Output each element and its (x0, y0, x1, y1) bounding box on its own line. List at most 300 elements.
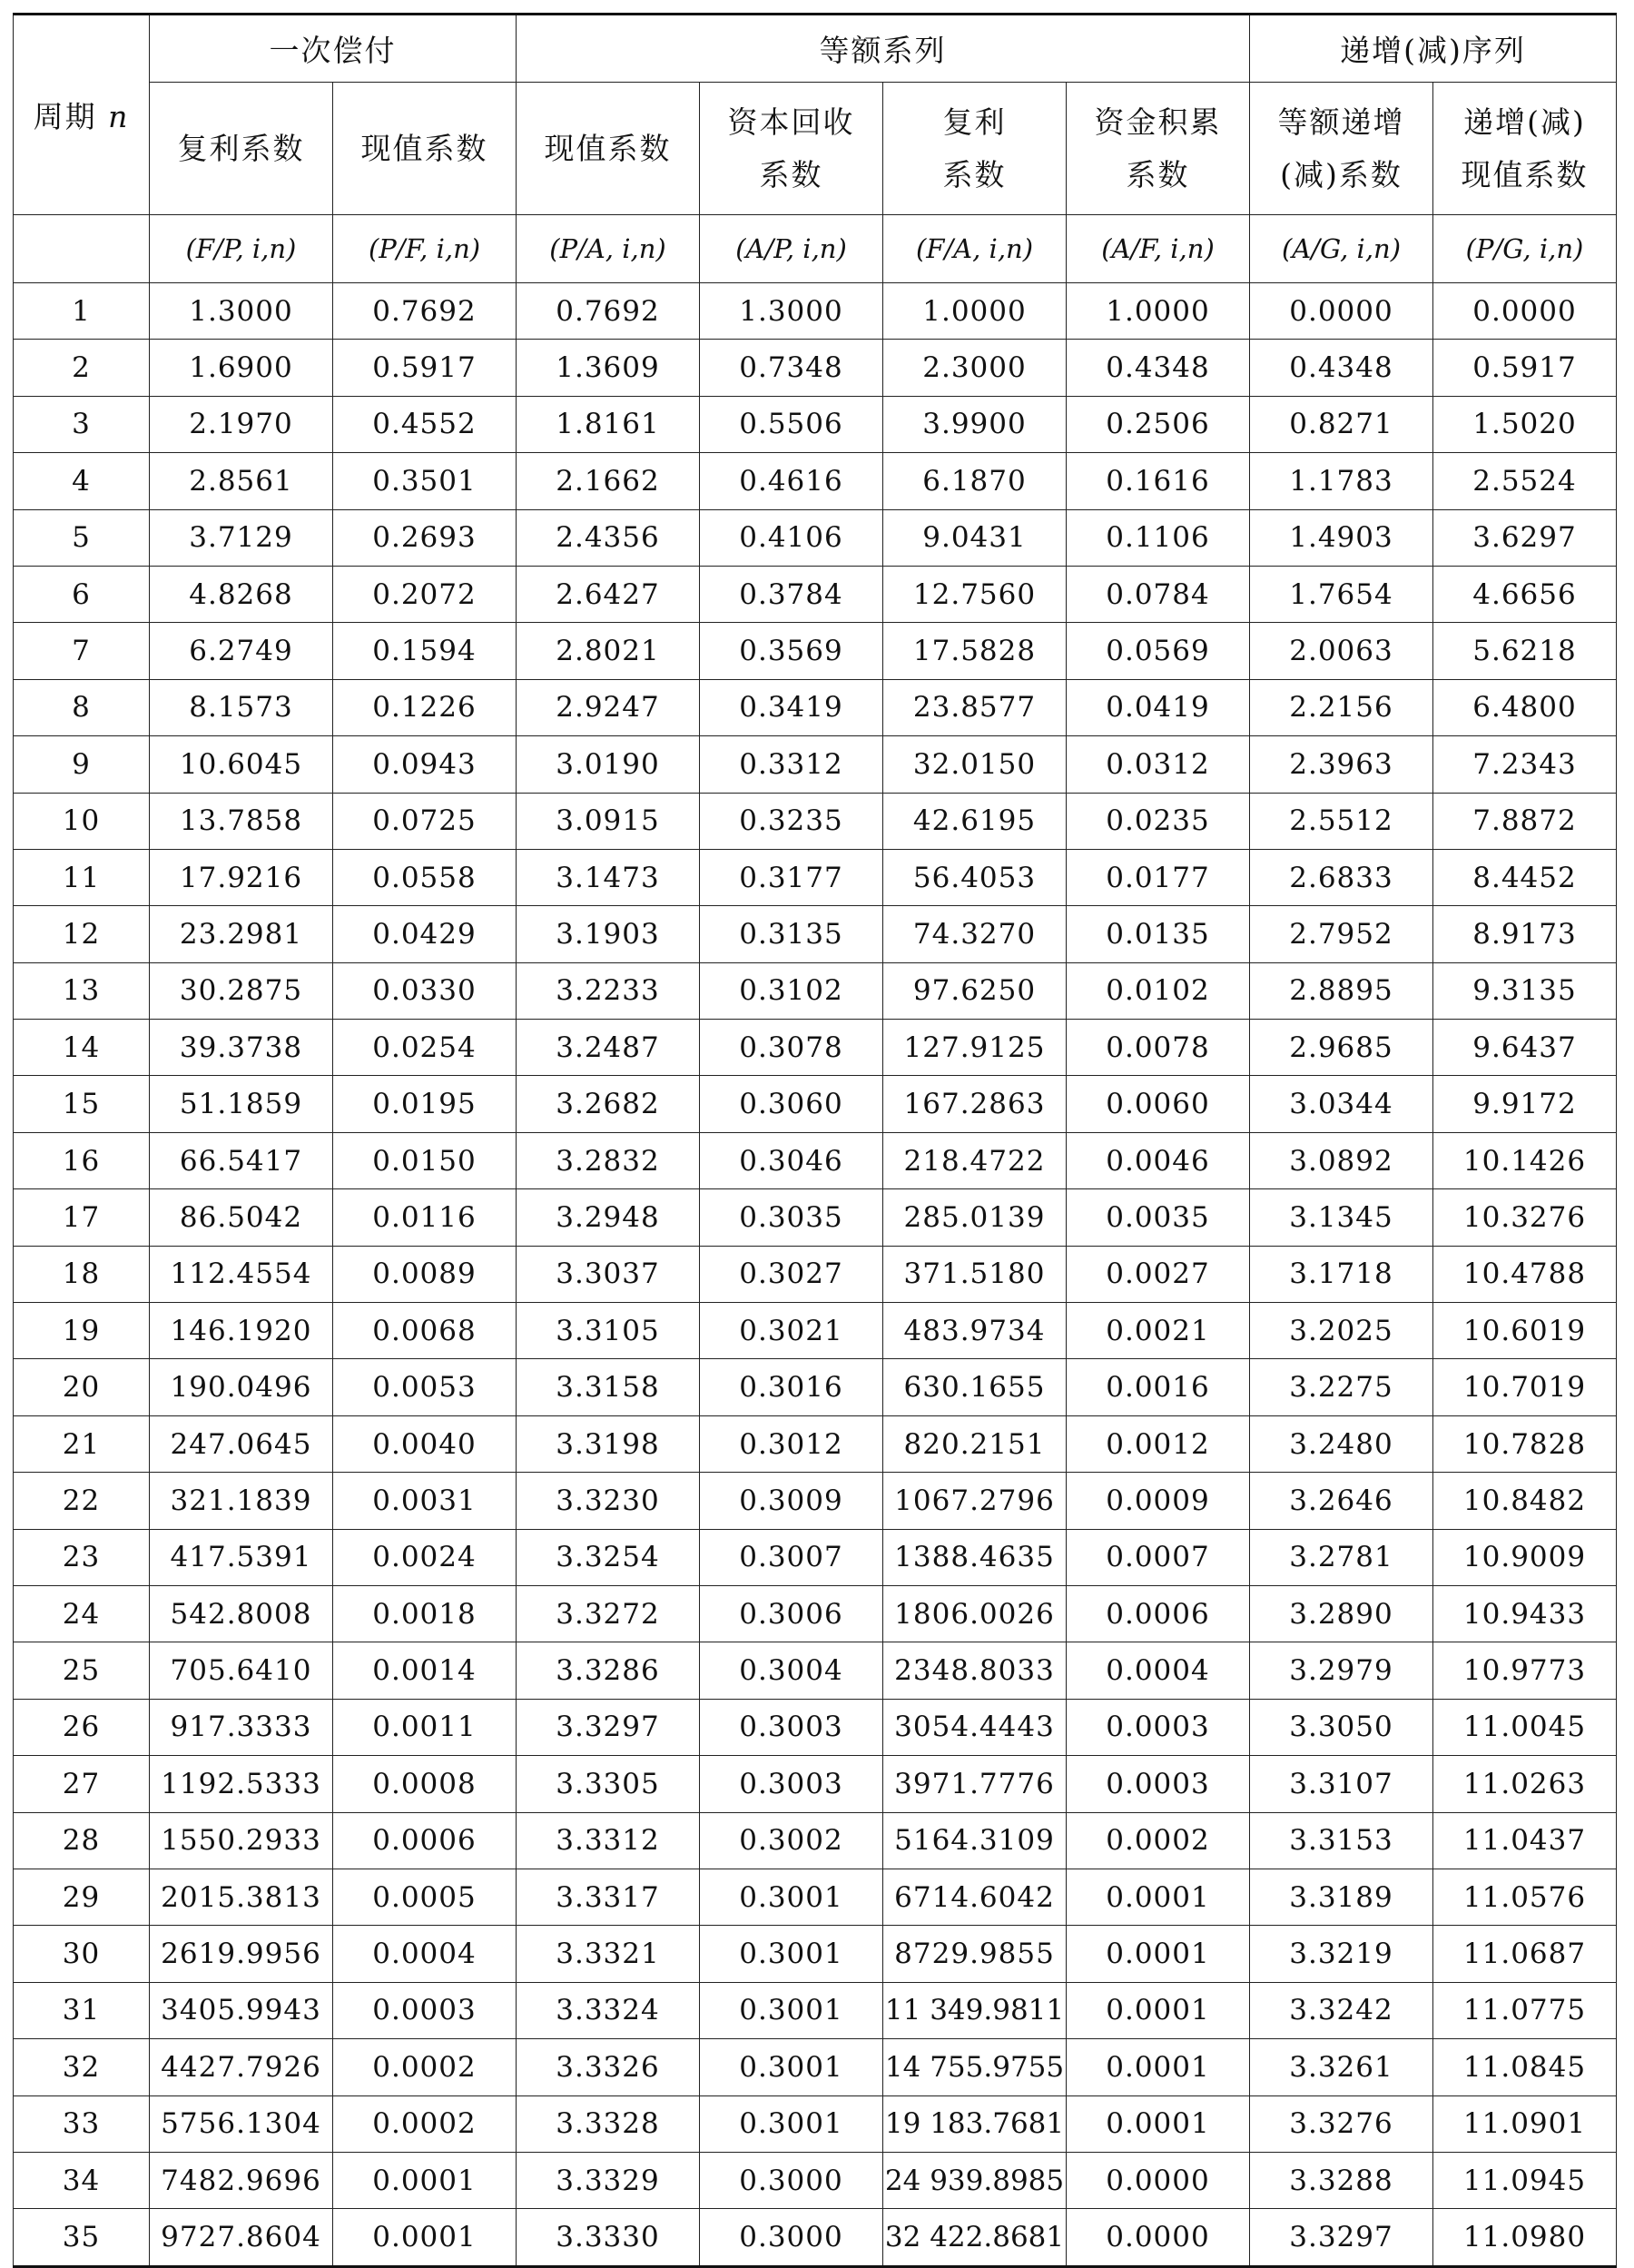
period-cell: 10 (14, 793, 150, 849)
factor-cell: 5756.1304 (150, 2095, 333, 2152)
factor-cell: 1067.2796 (883, 1473, 1067, 1529)
factor-cell: 3971.7776 (883, 1756, 1067, 1812)
factor-cell: 705.6410 (150, 1642, 333, 1699)
factor-cell: 0.5506 (700, 396, 883, 452)
period-cell: 1 (14, 283, 150, 340)
factor-cell: 0.4106 (700, 509, 883, 566)
table-row (14, 396, 1617, 452)
factor-cell: 0.3501 (333, 453, 517, 509)
column-notation: (P/A, i,n) (517, 215, 700, 283)
factor-cell: 483.9734 (883, 1303, 1067, 1359)
factor-cell: 2.5524 (1433, 453, 1617, 509)
factor-cell: 8.4452 (1433, 849, 1617, 905)
table-row (14, 1756, 1617, 1812)
table-row (14, 1415, 1617, 1472)
factor-cell: 3405.9943 (150, 1982, 333, 2038)
factor-cell: 9.3135 (1433, 962, 1617, 1019)
factor-cell: 0.0068 (333, 1303, 517, 1359)
factor-cell: 0.0009 (1067, 1473, 1250, 1529)
factor-cell: 3.7129 (150, 509, 333, 566)
factor-cell: 3.3158 (517, 1359, 700, 1415)
period-cell: 28 (14, 1812, 150, 1869)
factor-cell: 3.3276 (1250, 2095, 1433, 2152)
factor-cell: 0.0135 (1067, 906, 1250, 962)
table-row (14, 453, 1617, 509)
factor-cell: 19 183.7681 (883, 2095, 1067, 2152)
factor-cell: 0.0102 (1067, 962, 1250, 1019)
factor-cell: 39.3738 (150, 1020, 333, 1076)
period-cell: 25 (14, 1642, 150, 1699)
factor-cell: 66.5417 (150, 1132, 333, 1188)
factor-cell: 0.0943 (333, 736, 517, 793)
period-cell: 5 (14, 509, 150, 566)
factor-cell: 3.3330 (517, 2209, 700, 2266)
factor-cell: 1.7654 (1250, 566, 1433, 622)
column-name-line: 现值系数 (544, 130, 672, 166)
table-row (14, 566, 1617, 622)
factor-cell: 0.2072 (333, 566, 517, 622)
factor-cell: 0.0003 (1067, 1699, 1250, 1755)
factor-cell: 3.2646 (1250, 1473, 1433, 1529)
factor-cell: 3.3050 (1250, 1699, 1433, 1755)
factor-cell: 0.3102 (700, 962, 883, 1019)
factor-cell: 0.3046 (700, 1132, 883, 1188)
factor-cell: 0.0001 (1067, 1982, 1250, 2038)
factor-cell: 51.1859 (150, 1076, 333, 1132)
column-name (1250, 83, 1433, 215)
factor-cell: 2.5512 (1250, 793, 1433, 849)
factor-cell: 2.9685 (1250, 1020, 1433, 1076)
table-row (14, 1246, 1617, 1302)
factor-cell: 0.3002 (700, 1812, 883, 1869)
factor-cell: 0.3001 (700, 2095, 883, 2152)
factor-cell: 371.5180 (883, 1246, 1067, 1302)
group-header-uniform-series: 等额系列 (517, 15, 1250, 83)
factor-cell: 5164.3109 (883, 1812, 1067, 1869)
table-row (14, 962, 1617, 1019)
factor-cell: 0.0001 (333, 2152, 517, 2208)
column-name (1067, 83, 1250, 215)
factor-cell: 8.1573 (150, 679, 333, 735)
factor-cell: 11.0576 (1433, 1869, 1617, 1925)
factor-cell: 2348.8033 (883, 1642, 1067, 1699)
table-row (14, 1076, 1617, 1132)
period-cell: 16 (14, 1132, 150, 1188)
factor-cell: 0.0000 (1067, 2152, 1250, 2208)
factor-cell: 0.0001 (1067, 1869, 1250, 1925)
factor-cell: 1.8161 (517, 396, 700, 452)
factor-cell: 1806.0026 (883, 1585, 1067, 1642)
factor-cell: 2.3963 (1250, 736, 1433, 793)
factor-cell: 3054.4443 (883, 1699, 1067, 1755)
factor-cell: 8.9173 (1433, 906, 1617, 962)
factor-cell: 0.0000 (1433, 283, 1617, 340)
period-cell: 17 (14, 1189, 150, 1246)
column-name (700, 83, 883, 215)
table-row (14, 1529, 1617, 1585)
factor-cell: 42.6195 (883, 793, 1067, 849)
factor-cell: 0.3312 (700, 736, 883, 793)
column-name (150, 83, 333, 215)
period-header (14, 15, 150, 215)
column-notation: (A/F, i,n) (1067, 215, 1250, 283)
table-row (14, 2039, 1617, 2095)
factor-cell: 0.0027 (1067, 1246, 1250, 1302)
table-row (14, 1303, 1617, 1359)
column-name (517, 83, 700, 215)
factor-cell: 3.2979 (1250, 1642, 1433, 1699)
factor-cell: 0.2506 (1067, 396, 1250, 452)
factor-cell: 0.0089 (333, 1246, 517, 1302)
factor-cell: 4427.7926 (150, 2039, 333, 2095)
period-cell: 7 (14, 623, 150, 679)
period-cell: 23 (14, 1529, 150, 1585)
factor-cell: 3.3261 (1250, 2039, 1433, 2095)
factor-cell: 0.3012 (700, 1415, 883, 1472)
table-row (14, 1189, 1617, 1246)
period-cell: 29 (14, 1869, 150, 1925)
factor-cell: 11.0045 (1433, 1699, 1617, 1755)
factor-cell: 10.7828 (1433, 1415, 1617, 1472)
factor-cell: 0.0006 (1067, 1585, 1250, 1642)
factor-cell: 3.3329 (517, 2152, 700, 2208)
column-name-line: 系数 (942, 156, 1007, 192)
column-name-line: 递增(减) (1463, 104, 1586, 140)
factor-cell: 0.0150 (333, 1132, 517, 1188)
factor-cell: 0.0014 (333, 1642, 517, 1699)
period-cell: 31 (14, 1982, 150, 2038)
factor-cell: 3.9900 (883, 396, 1067, 452)
factor-cell: 0.3016 (700, 1359, 883, 1415)
factor-cell: 3.3286 (517, 1642, 700, 1699)
table-row (14, 340, 1617, 396)
factor-cell: 0.3003 (700, 1699, 883, 1755)
table-row (14, 2095, 1617, 2152)
factor-cell: 2.2156 (1250, 679, 1433, 735)
factor-cell: 1550.2933 (150, 1812, 333, 1869)
column-name-line: 现值系数 (1461, 156, 1589, 192)
factor-cell: 0.3177 (700, 849, 883, 905)
factor-cell: 167.2863 (883, 1076, 1067, 1132)
group-header-single-payment: 一次偿付 (150, 15, 517, 83)
factor-cell: 14 755.9755 (883, 2039, 1067, 2095)
table-row (14, 1982, 1617, 2038)
period-cell: 11 (14, 849, 150, 905)
column-notation: (F/P, i,n) (150, 215, 333, 283)
column-name-line: 系数 (759, 156, 823, 192)
factor-cell: 0.0177 (1067, 849, 1250, 905)
factor-cell: 0.0558 (333, 849, 517, 905)
interest-factor-table-container (13, 13, 1616, 2268)
factor-cell: 0.4348 (1067, 340, 1250, 396)
factor-cell: 218.4722 (883, 1132, 1067, 1188)
factor-cell: 0.0195 (333, 1076, 517, 1132)
factor-cell: 3.0190 (517, 736, 700, 793)
factor-cell: 0.3135 (700, 906, 883, 962)
factor-cell: 0.1226 (333, 679, 517, 735)
table-row (14, 1473, 1617, 1529)
factor-cell: 112.4554 (150, 1246, 333, 1302)
factor-cell: 3.1718 (1250, 1246, 1433, 1302)
factor-cell: 0.0002 (333, 2039, 517, 2095)
factor-cell: 10.9433 (1433, 1585, 1617, 1642)
factor-cell: 6.2749 (150, 623, 333, 679)
factor-cell: 0.0312 (1067, 736, 1250, 793)
column-name (883, 83, 1067, 215)
factor-cell: 0.0235 (1067, 793, 1250, 849)
factor-cell: 0.3027 (700, 1246, 883, 1302)
factor-cell: 247.0645 (150, 1415, 333, 1472)
factor-cell: 86.5042 (150, 1189, 333, 1246)
factor-cell: 0.0784 (1067, 566, 1250, 622)
factor-cell: 3.3107 (1250, 1756, 1433, 1812)
factor-cell: 2.7952 (1250, 906, 1433, 962)
factor-cell: 74.3270 (883, 906, 1067, 962)
factor-cell: 0.0006 (333, 1812, 517, 1869)
factor-cell: 3.3242 (1250, 1982, 1433, 2038)
column-name-line: 资本回收 (727, 104, 855, 140)
factor-cell: 3.3189 (1250, 1869, 1433, 1925)
factor-cell: 3.0344 (1250, 1076, 1433, 1132)
period-cell: 4 (14, 453, 150, 509)
factor-cell: 10.4788 (1433, 1246, 1617, 1302)
factor-cell: 2.1662 (517, 453, 700, 509)
period-cell: 9 (14, 736, 150, 793)
factor-cell: 285.0139 (883, 1189, 1067, 1246)
factor-cell: 0.0330 (333, 962, 517, 1019)
factor-cell: 0.3001 (700, 1926, 883, 1982)
period-cell: 2 (14, 340, 150, 396)
factor-cell: 0.3021 (700, 1303, 883, 1359)
factor-cell: 0.0007 (1067, 1529, 1250, 1585)
table-row (14, 1359, 1617, 1415)
factor-cell: 3.3037 (517, 1246, 700, 1302)
factor-cell: 3.3312 (517, 1812, 700, 1869)
factor-cell: 9.9172 (1433, 1076, 1617, 1132)
factor-cell: 0.0003 (1067, 1756, 1250, 1812)
factor-cell: 0.5917 (1433, 340, 1617, 396)
factor-cell: 9727.8604 (150, 2209, 333, 2266)
factor-cell: 0.2693 (333, 509, 517, 566)
period-cell: 8 (14, 679, 150, 735)
factor-cell: 0.0001 (333, 2209, 517, 2266)
column-notation: (P/F, i,n) (333, 215, 517, 283)
factor-cell: 3.1473 (517, 849, 700, 905)
factor-cell: 2.8895 (1250, 962, 1433, 1019)
factor-cell: 0.4552 (333, 396, 517, 452)
factor-cell: 0.0018 (333, 1585, 517, 1642)
factor-cell: 10.6045 (150, 736, 333, 793)
factor-cell: 0.0031 (333, 1473, 517, 1529)
factor-cell: 0.0040 (333, 1415, 517, 1472)
factor-cell: 3.3297 (517, 1699, 700, 1755)
factor-cell: 0.0419 (1067, 679, 1250, 735)
factor-cell: 30.2875 (150, 962, 333, 1019)
factor-cell: 0.0001 (1067, 2095, 1250, 2152)
table-row (14, 1869, 1617, 1925)
factor-cell: 4.8268 (150, 566, 333, 622)
factor-cell: 6.1870 (883, 453, 1067, 509)
factor-cell: 0.0046 (1067, 1132, 1250, 1188)
table-row (14, 623, 1617, 679)
factor-cell: 417.5391 (150, 1529, 333, 1585)
factor-cell: 0.0005 (333, 1869, 517, 1925)
factor-cell: 3.3254 (517, 1529, 700, 1585)
factor-cell: 0.0078 (1067, 1020, 1250, 1076)
factor-cell: 12.7560 (883, 566, 1067, 622)
factor-cell: 0.0004 (1067, 1642, 1250, 1699)
factor-cell: 0.3784 (700, 566, 883, 622)
factor-cell: 0.8271 (1250, 396, 1433, 452)
column-name-line: 等额递增 (1277, 104, 1405, 140)
period-cell: 26 (14, 1699, 150, 1755)
factor-cell: 2.8021 (517, 623, 700, 679)
factor-cell: 190.0496 (150, 1359, 333, 1415)
factor-cell: 3.3288 (1250, 2152, 1433, 2208)
period-cell: 24 (14, 1585, 150, 1642)
table-row (14, 283, 1617, 340)
factor-cell: 3.3153 (1250, 1812, 1433, 1869)
factor-cell: 1.4903 (1250, 509, 1433, 566)
column-name-line: 复利系数 (177, 130, 305, 166)
factor-cell: 630.1655 (883, 1359, 1067, 1415)
factor-cell: 127.9125 (883, 1020, 1067, 1076)
factor-cell: 32 422.8681 (883, 2209, 1067, 2266)
factor-cell: 3.3317 (517, 1869, 700, 1925)
factor-cell: 3.6297 (1433, 509, 1617, 566)
factor-cell: 321.1839 (150, 1473, 333, 1529)
table-row (14, 1699, 1617, 1755)
factor-cell: 3.3198 (517, 1415, 700, 1472)
table-row (14, 1585, 1617, 1642)
factor-cell: 3.2233 (517, 962, 700, 1019)
factor-cell: 3.3272 (517, 1585, 700, 1642)
factor-cell: 0.3000 (700, 2152, 883, 2208)
period-cell: 21 (14, 1415, 150, 1472)
factor-cell: 0.0021 (1067, 1303, 1250, 1359)
factor-cell: 2015.3813 (150, 1869, 333, 1925)
factor-cell: 0.1106 (1067, 509, 1250, 566)
factor-cell: 0.3001 (700, 2039, 883, 2095)
factor-cell: 5.6218 (1433, 623, 1617, 679)
factor-cell: 11.0437 (1433, 1812, 1617, 1869)
factor-cell: 0.0011 (333, 1699, 517, 1755)
header-row-groups (14, 15, 1617, 83)
factor-cell: 9.6437 (1433, 1020, 1617, 1076)
period-var: n (108, 99, 130, 134)
factor-cell: 97.6250 (883, 962, 1067, 1019)
factor-cell: 3.0915 (517, 793, 700, 849)
factor-cell: 0.0002 (1067, 1812, 1250, 1869)
factor-cell: 2.0063 (1250, 623, 1433, 679)
factor-cell: 3.2948 (517, 1189, 700, 1246)
factor-cell: 11.0687 (1433, 1926, 1617, 1982)
factor-cell: 0.7692 (333, 283, 517, 340)
period-cell: 22 (14, 1473, 150, 1529)
factor-cell: 3.2275 (1250, 1359, 1433, 1415)
group-header-gradient-series: 递增(减)序列 (1250, 15, 1617, 83)
factor-cell: 0.4616 (700, 453, 883, 509)
factor-cell: 0.0001 (1067, 2039, 1250, 2095)
factor-cell: 11.0775 (1433, 1982, 1617, 2038)
factor-cell: 0.0254 (333, 1020, 517, 1076)
factor-cell: 3.3328 (517, 2095, 700, 2152)
factor-cell: 1.0000 (883, 283, 1067, 340)
table-row (14, 906, 1617, 962)
table-row (14, 1642, 1617, 1699)
factor-cell: 542.8008 (150, 1585, 333, 1642)
factor-cell: 56.4053 (883, 849, 1067, 905)
period-cell: 14 (14, 1020, 150, 1076)
factor-cell: 0.3000 (700, 2209, 883, 2266)
factor-cell: 0.3419 (700, 679, 883, 735)
factor-cell: 0.1616 (1067, 453, 1250, 509)
factor-cell: 2.9247 (517, 679, 700, 735)
period-cell: 27 (14, 1756, 150, 1812)
column-notation: (A/P, i,n) (700, 215, 883, 283)
factor-cell: 0.3006 (700, 1585, 883, 1642)
table-row (14, 1132, 1617, 1188)
factor-cell: 6714.6042 (883, 1869, 1067, 1925)
factor-cell: 0.0725 (333, 793, 517, 849)
factor-cell: 0.3009 (700, 1473, 883, 1529)
factor-cell: 3.3297 (1250, 2209, 1433, 2266)
factor-cell: 3.3219 (1250, 1926, 1433, 1982)
factor-cell: 0.3060 (700, 1076, 883, 1132)
column-notation: (P/G, i,n) (1433, 215, 1617, 283)
factor-cell: 0.3007 (700, 1529, 883, 1585)
factor-cell: 24 939.8985 (883, 2152, 1067, 2208)
factor-cell: 10.6019 (1433, 1303, 1617, 1359)
period-cell: 33 (14, 2095, 150, 2152)
factor-cell: 0.0053 (333, 1359, 517, 1415)
factor-cell: 0.3004 (700, 1642, 883, 1699)
factor-cell: 3.1903 (517, 906, 700, 962)
column-name (333, 83, 517, 215)
factor-cell: 0.0004 (333, 1926, 517, 1982)
table-row (14, 849, 1617, 905)
period-cell: 15 (14, 1076, 150, 1132)
factor-cell: 2.4356 (517, 509, 700, 566)
factor-cell: 0.1594 (333, 623, 517, 679)
column-notation: (F/A, i,n) (883, 215, 1067, 283)
period-cell: 35 (14, 2209, 150, 2266)
factor-cell: 917.3333 (150, 1699, 333, 1755)
factor-cell: 3.2682 (517, 1076, 700, 1132)
factor-cell: 0.0003 (333, 1982, 517, 2038)
factor-cell: 10.8482 (1433, 1473, 1617, 1529)
factor-cell: 32.0150 (883, 736, 1067, 793)
factor-cell: 0.0008 (333, 1756, 517, 1812)
factor-cell: 0.3078 (700, 1020, 883, 1076)
factor-cell: 3.3305 (517, 1756, 700, 1812)
factor-cell: 820.2151 (883, 1415, 1067, 1472)
table-row (14, 1926, 1617, 1982)
period-cell: 18 (14, 1246, 150, 1302)
factor-cell: 0.3235 (700, 793, 883, 849)
factor-cell: 3.3230 (517, 1473, 700, 1529)
factor-cell: 1.6900 (150, 340, 333, 396)
factor-cell: 11.0945 (1433, 2152, 1617, 2208)
factor-cell: 3.3321 (517, 1926, 700, 1982)
factor-cell: 0.3001 (700, 1869, 883, 1925)
period-cell: 3 (14, 396, 150, 452)
factor-cell: 3.3105 (517, 1303, 700, 1359)
factor-cell: 0.3035 (700, 1189, 883, 1246)
factor-cell: 1388.4635 (883, 1529, 1067, 1585)
factor-cell: 0.5917 (333, 340, 517, 396)
factor-cell: 11.0263 (1433, 1756, 1617, 1812)
